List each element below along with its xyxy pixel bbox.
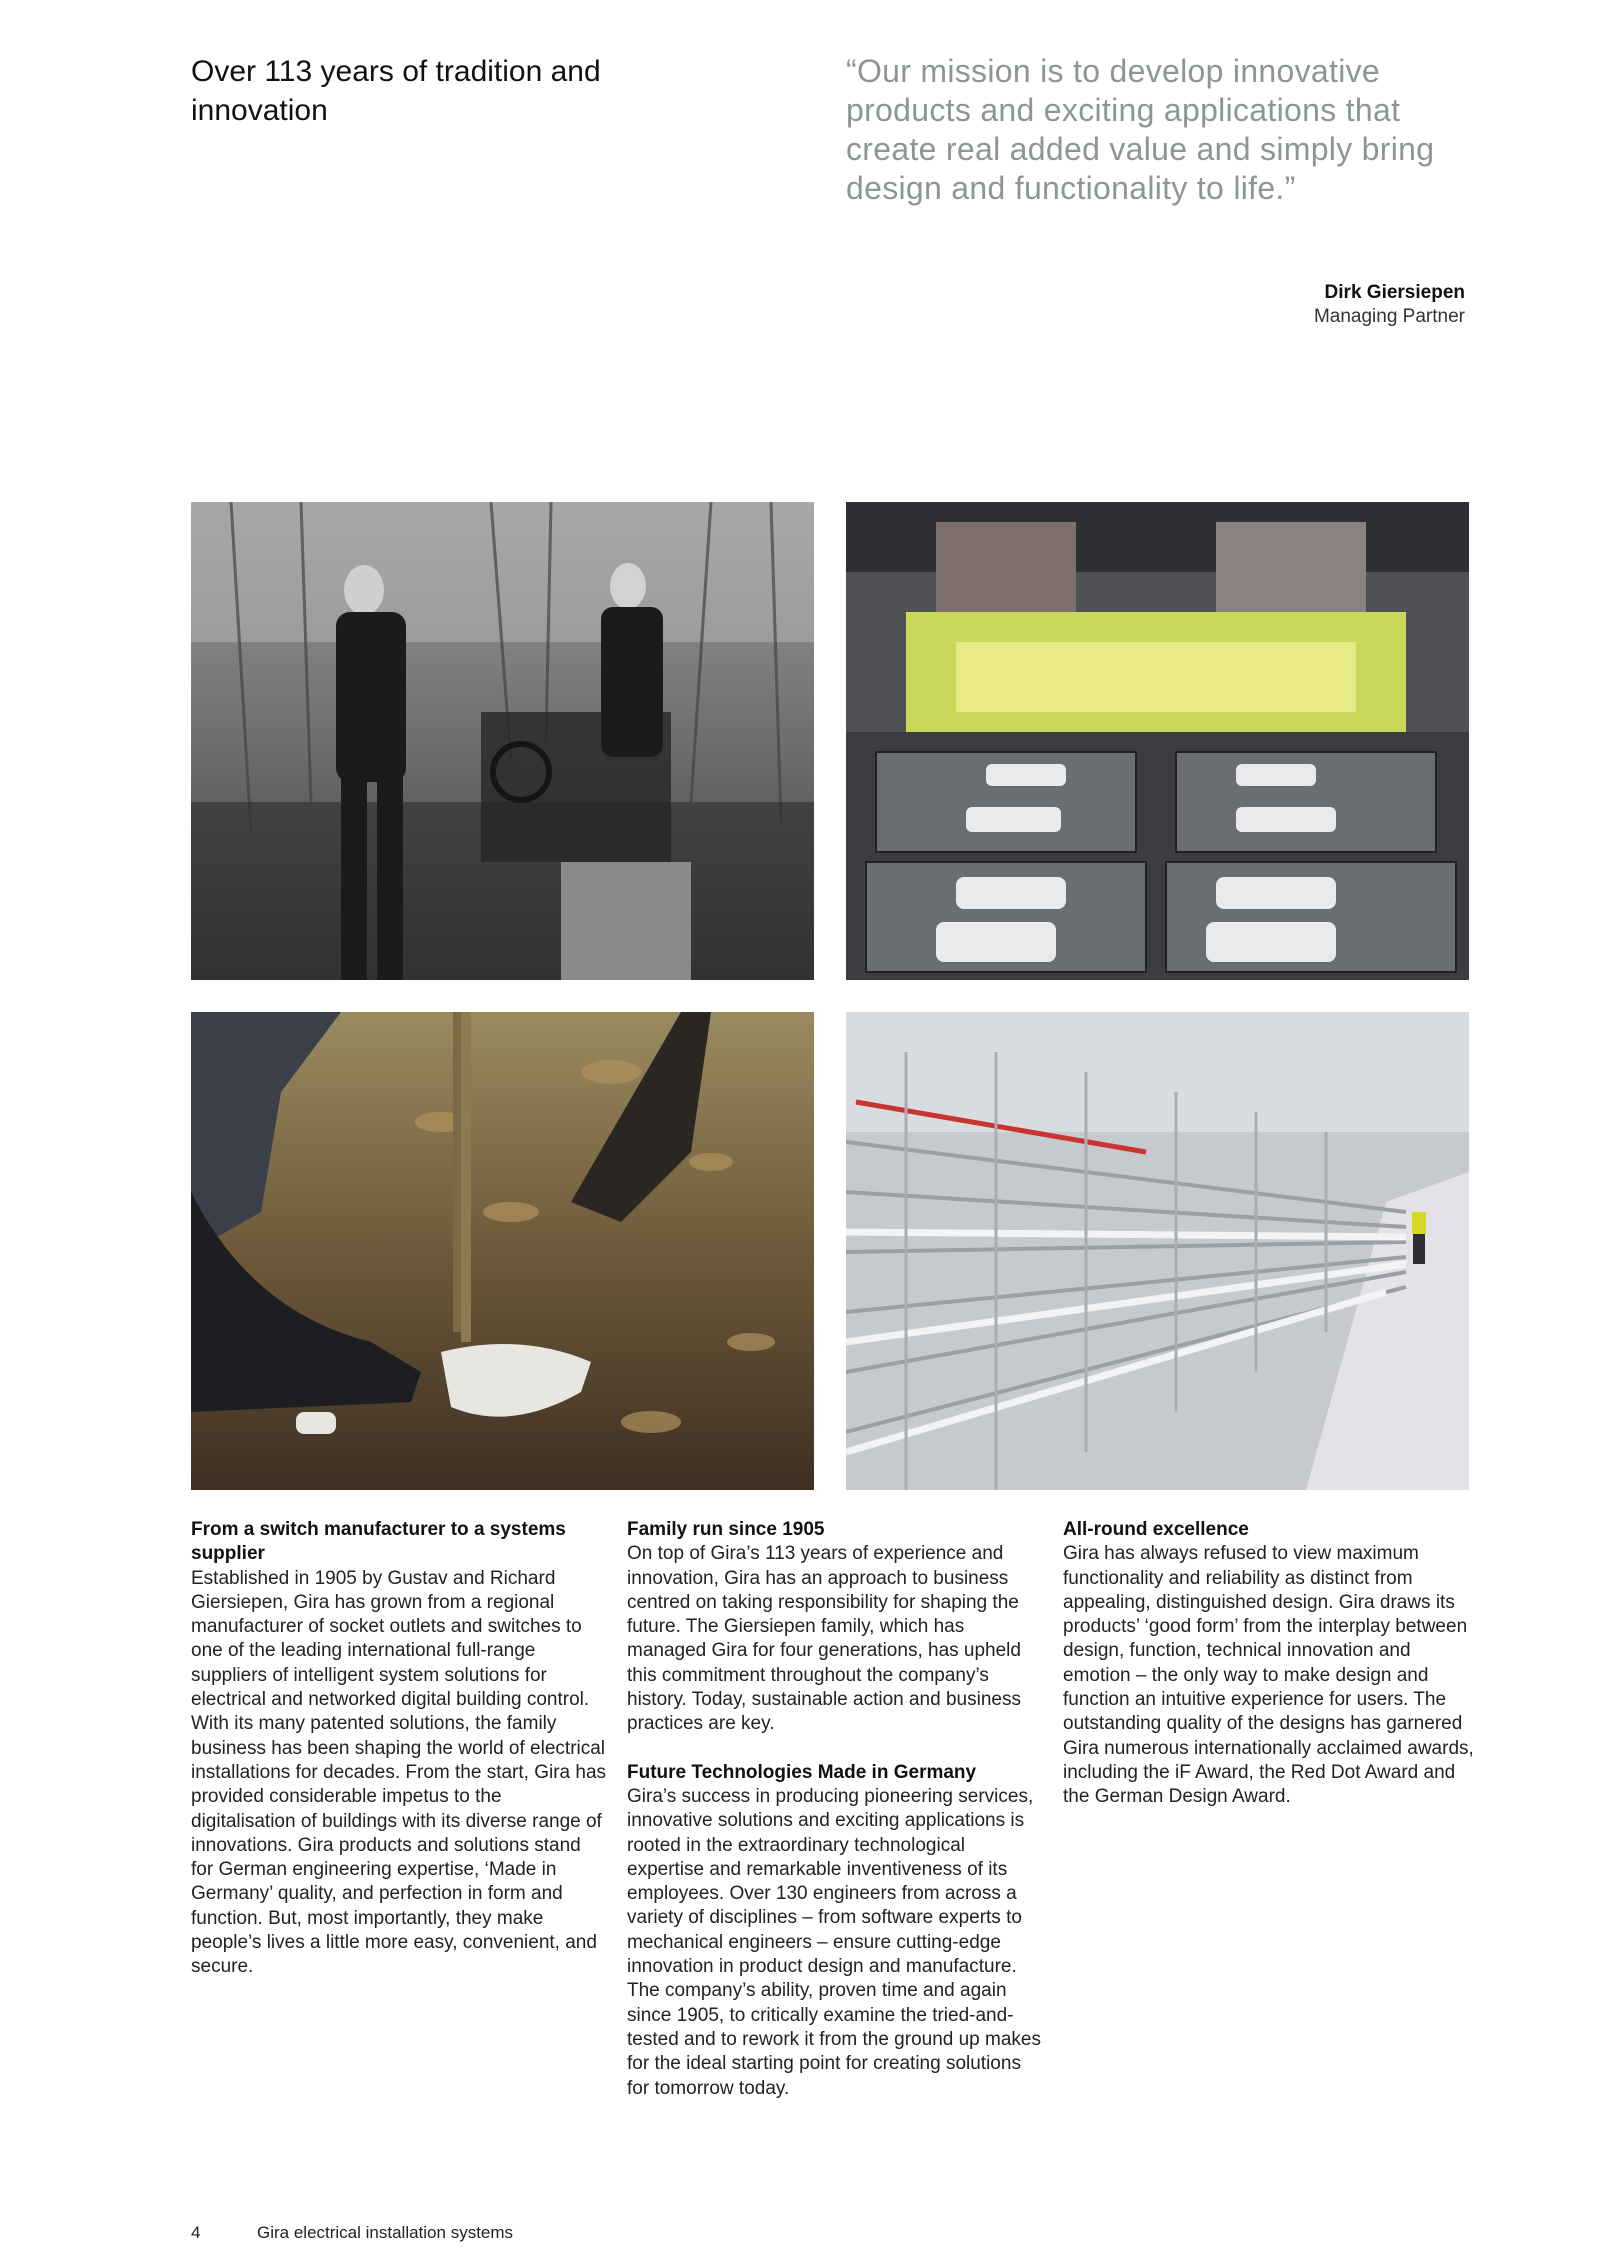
section-body: Established in 1905 by Gustav and Richard Giersiepen, Gira has grown from a regional manufacturer of socket outlets and switches to one of the leading international full-range suppliers of intelligent system solutions for electrical and networked digital building control. With its many patented solutions, the family business has been shaping the world of electrical installations for decades. From the start, Gira has provided considerable impetus to the digitalisation of buildings with its diverse range of innovations. Gira products and solutions stand for German engineering expertise, ‘Made in Germany’ quality, and perfection in form and function. But, most importantly, they make people’s lives a little more easy, convenient, and secure.: [191, 1567, 607, 1978]
pull-quote: “Our mission is to develop innovative products and exciting applications that create real added value and simply bring design and functionality to life.”: [846, 53, 1435, 206]
historic-workshop-photo: [191, 502, 814, 980]
section-title: Future Technologies Made in Germany: [627, 1761, 977, 1783]
text-column-3: [1063, 1518, 1478, 1810]
section-body: Gira has always refused to view maximum functionality and reliability as distinct from appealing, distinguished design. Gira draws its products’ ‘good form’ from the interplay between design, function, technical innovation and emotion – the only way to make design and function an intuitive experience for users. The outstanding quality of the designs has garnered Gira numerous internationally acclaimed awards, including the iF Award, the Red Dot Award and the German Design Award.: [1063, 1543, 1474, 1808]
injection-mould-machine-photo: [846, 502, 1469, 980]
quote-attribution: [1314, 281, 1465, 329]
section-body: On top of Gira’s 113 years of experience and innovation, Gira has an approach to business centred on taking responsibility for shaping the future. The Giersiepen family, which has managed Gira for four generations, has upheld this commitment throughout the company’s history. Today, sustainable action and business practices are key.: [627, 1543, 1021, 1735]
page-heading: Over 113 years of tradition and innovation: [191, 55, 601, 127]
automated-warehouse-photo: [846, 1012, 1469, 1490]
page-number: 4: [191, 2223, 201, 2242]
section-body: Gira’s success in producing pioneering services, innovative solutions and exciting applications is rooted in the extraordinary technological expertise and remarkable inventiveness of its employees. Over 130 engineers from across a variety of disciplines – from software experts to mechanical engineers – ensure cutting-edge innovation in product design and manufacture. The company’s ability, proven time and again since 1905, to critically examine the tried-and-tested and to rework it from the ground up makes for the ideal starting point for creating solutions for tomorrow today.: [627, 1785, 1041, 2099]
quote-author-role: Managing Partner: [1313, 306, 1465, 327]
publication-title: Gira electrical installation systems: [257, 2223, 514, 2242]
quote-author: Dirk Giersiepen: [1324, 282, 1465, 303]
section-title: From a switch manufacturer to a systems supplier: [191, 1519, 566, 1565]
tree-planting-photo: [191, 1012, 814, 1490]
section-title: Family run since 1905: [627, 1519, 825, 1540]
section-title: All-round excellence: [1063, 1519, 1249, 1540]
text-column-2: [627, 1518, 1042, 2101]
text-column-1: [191, 1518, 606, 1980]
